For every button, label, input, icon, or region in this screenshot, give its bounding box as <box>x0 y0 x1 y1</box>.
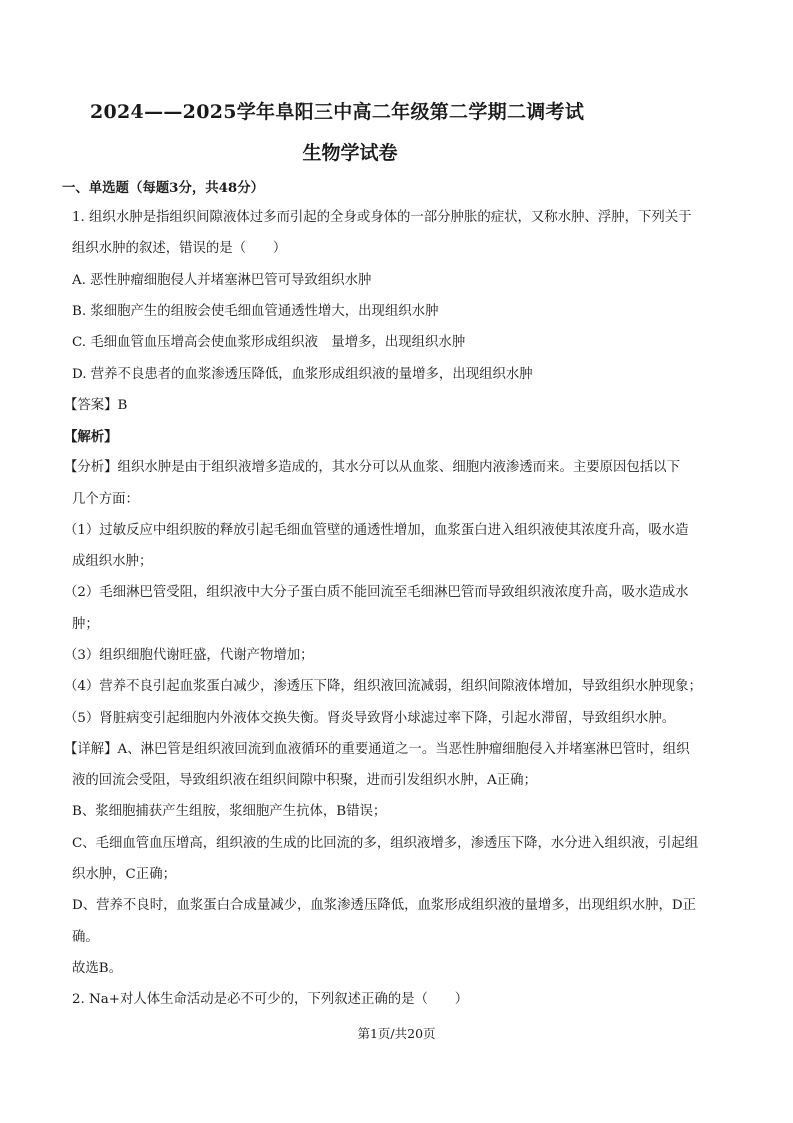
text-line: C、毛细血管血压增高，组织液的生成的比回流的多，组织液增多，渗透压下降，水分进入组织液，引起组 <box>72 836 699 851</box>
text-line: D、营养不良时，血浆蛋白合成量减少，血浆渗透压降低，血浆形成组织液的量增多，出现组织水肿，D正 <box>72 898 697 913</box>
text-line: 确。 <box>72 930 99 945</box>
text-line: （2）毛细淋巴管受阻，组织液中大分子蛋白质不能回流至毛细淋巴管而导致组织液浓度升高，吸水造成水 <box>64 585 689 600</box>
analysis-label: 【解析】 <box>64 429 118 445</box>
question-2: 2. Na+对人体生命活动是必不可少的，下列叙述正确的是（ ） <box>72 992 469 1007</box>
detail-line: 【详解】A、淋巴管是组织液回流到血液循环的重要通道之一。当恶性肿瘤细胞侵入并堵塞淋巴管时，组织 <box>64 742 690 757</box>
text-line: 成组织水肿； <box>72 554 153 569</box>
option-d: D. 营养不良患者的血浆渗透压降低，血浆形成组织液的量增多，出现组织水肿 <box>72 367 533 382</box>
section-heading: 一、单选题（每题3分，共48分） <box>62 180 265 196</box>
text-line: 【分析】组织水肿是由于组织液增多造成的，其水分可以从血浆、细胞内液渗透而来。主要原因包括以下 <box>64 460 680 475</box>
option-b: B. 浆细胞产生的组胺会使毛细血管通透性增大，出现组织水肿 <box>72 304 439 319</box>
option-a: A. 恶性肿瘤细胞侵人并堵塞淋巴管可导致组织水肿 <box>72 273 372 288</box>
text-line: 几个方面： <box>72 492 139 507</box>
text-line: 肿； <box>72 617 99 632</box>
exam-subtitle: 生物学试卷 <box>302 142 398 164</box>
answer-label: 【答案】B <box>64 398 128 413</box>
text-line: 液的回流会受阻，导致组织液在组织间隙中积聚，进而引发组织水肿，A正确； <box>72 773 537 788</box>
text-line: （5）肾脏病变引起细胞内外液体交换失衡。肾炎导致肾小球滤过率下降，引起水滞留，导致组织水肿。 <box>64 711 676 726</box>
text-line: （4）营养不良引起血浆蛋白减少，渗透压下降，组织液回流减弱，组织间隙液体增加，导致组织水肿现象； <box>64 679 702 694</box>
text-line: 织水肿，C正确； <box>72 867 176 882</box>
text-line: 故选B。 <box>72 961 123 976</box>
text-line: （1）过敏反应中组织胺的释放引起毛细血管壁的通透性增加，血浆蛋白进入组织液使其浓度升高，吸水造 <box>64 523 689 538</box>
text-line: 组织水肿的叙述，错误的是（ ） <box>72 241 287 256</box>
option-c: C. 毛细血管血压增高会使血浆形成组织液 量增多，出现组织水肿 <box>72 335 466 350</box>
text-line: （3）组织细胞代谢旺盛，代谢产物增加； <box>64 648 314 663</box>
text-line: 1. 组织水肿是指组织间隙液体过多而引起的全身或身体的一部分肿胀的症状，又称水肿、浮肿，下列关于 <box>72 210 692 225</box>
exam-title: 2024——2025学年阜阳三中高二年级第二学期二调考试 <box>90 101 585 123</box>
text-line: B、浆细胞捕获产生组胺，浆细胞产生抗体，B错误； <box>72 804 387 819</box>
page-footer: 第1页/共20页 <box>357 1026 436 1041</box>
